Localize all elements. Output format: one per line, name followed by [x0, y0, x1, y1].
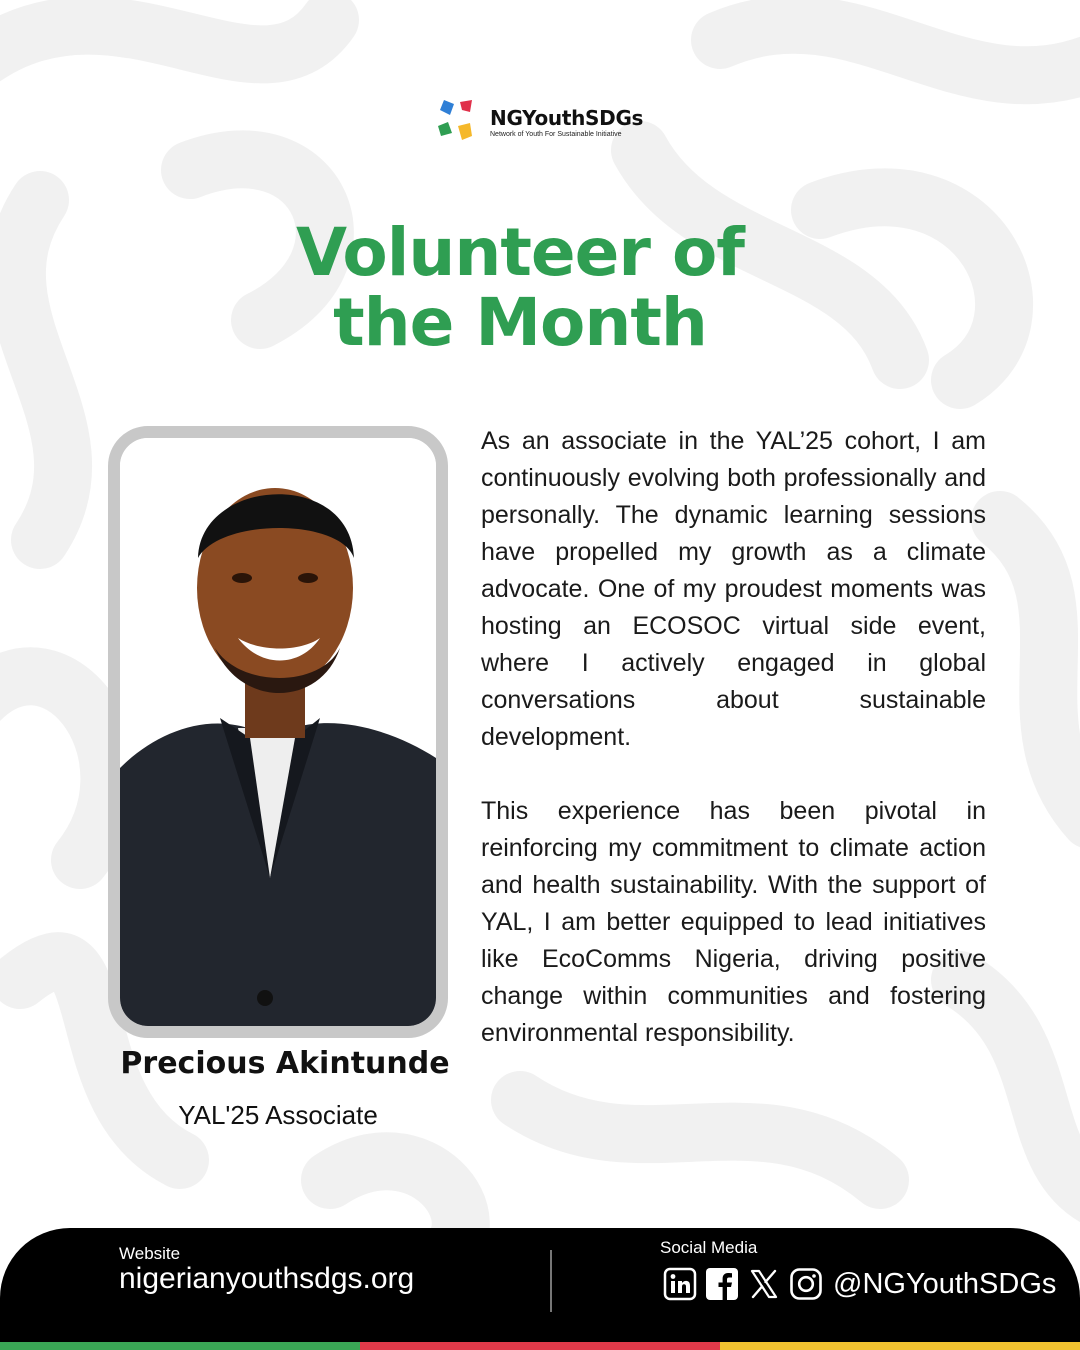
linkedin-icon[interactable]	[663, 1267, 697, 1301]
title-line-1: Volunteer of	[295, 214, 745, 291]
social-icons	[663, 1266, 1056, 1302]
volunteer-role: YAL'25 Associate	[178, 1100, 378, 1130]
testimonial-paragraph-1: As an associate in the YAL’25 cohort, I am continuously evolving both professionally and personally. The dynamic learning sessions have propelled my growth as a climate advocate. One of my proudest moments was hosting an ECOSOC virtual side event, where I actively engaged in global conversations about sustainable development.	[481, 427, 986, 751]
instagram-icon[interactable]	[789, 1267, 823, 1301]
color-stripe	[0, 1342, 1080, 1350]
stripe-red	[360, 1342, 720, 1350]
ngyouthsdgs-logo-icon	[432, 96, 484, 148]
footer-divider	[550, 1250, 552, 1312]
stripe-green	[0, 1342, 360, 1350]
brand-name: NGYouthSDGs	[490, 105, 644, 130]
website-link[interactable]: nigerianyouthsdgs.org	[119, 1262, 415, 1295]
facebook-icon[interactable]	[705, 1267, 739, 1301]
page-title	[0, 214, 1040, 361]
brand-tagline: Network of Youth For Sustainable Initiative	[490, 130, 622, 138]
x-icon[interactable]	[747, 1267, 781, 1301]
testimonial-text	[481, 423, 986, 1052]
volunteer-portrait	[120, 438, 436, 1026]
volunteer-name: Precious Akintunde	[120, 1046, 450, 1081]
social-handle[interactable]: @NGYouthSDGs	[833, 1267, 1057, 1300]
testimonial-paragraph-2: This experience has been pivotal in reinforcing my commitment to climate action and health sustainability. With the support of YAL, I am better equipped to lead initiatives like EcoComms Nigeria, driving positive change within communities and fostering environmental responsibility.	[481, 797, 986, 1047]
website-label: Website	[119, 1244, 181, 1263]
brand-logo	[432, 94, 643, 150]
title-line-2: the Month	[333, 284, 707, 361]
social-media-label: Social Media	[660, 1238, 758, 1257]
stripe-yellow	[720, 1342, 1080, 1350]
footer-bar	[0, 1228, 1080, 1342]
volunteer-photo-frame	[108, 426, 448, 1038]
